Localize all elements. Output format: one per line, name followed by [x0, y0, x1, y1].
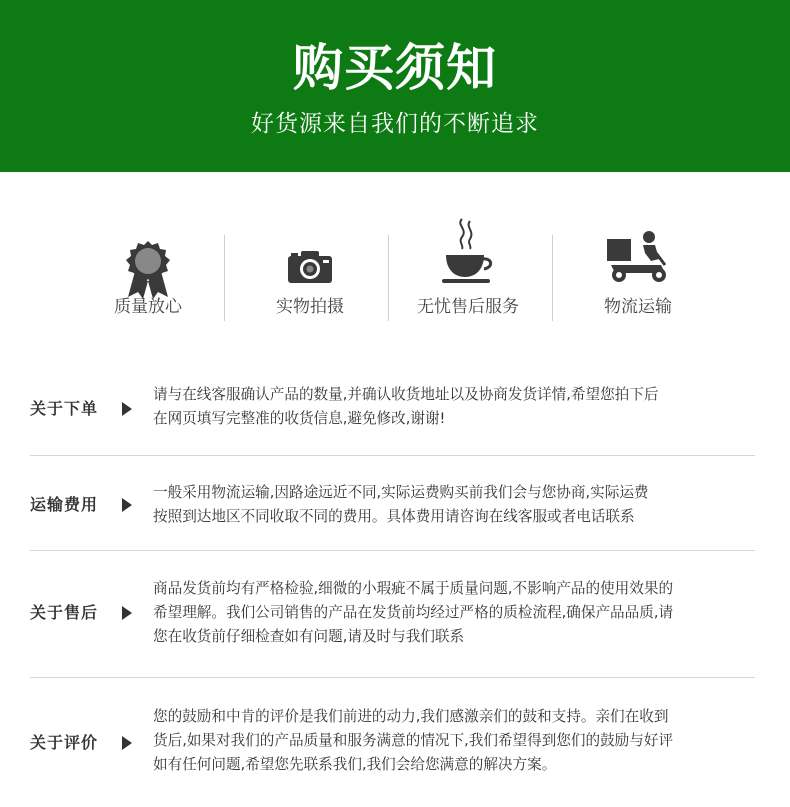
- section-review: [30, 705, 755, 781]
- section-after-sales: [30, 577, 755, 653]
- play-arrow-icon: [122, 498, 132, 512]
- section-body: 您的鼓励和中肯的评价是我们前进的动力,我们感激亲们的鼓和支持。亲们在收到 货后,如果对我们的产品质量和服务满意的情况下,我们希望得到您们的鼓励与好评 如有任何问题,希望您先联系我们,我们会给您满意的解决方案。: [153, 708, 674, 773]
- section-title: 运输费用: [30, 495, 99, 514]
- feature-service: [390, 215, 546, 335]
- feature-label: 质量放心: [114, 297, 182, 317]
- camera-icon: [286, 249, 334, 285]
- divider: [30, 455, 755, 456]
- medal-icon: [124, 239, 172, 299]
- feature-photo: [232, 215, 388, 335]
- feature-label: 物流运输: [604, 297, 672, 317]
- divider: [30, 677, 755, 678]
- section-title: 关于评价: [30, 733, 99, 752]
- delivery-scooter-icon: [605, 229, 671, 285]
- section-title: 关于售后: [30, 603, 99, 622]
- section-ordering: [30, 383, 755, 443]
- page-title: 购买须知: [293, 39, 497, 97]
- page-subtitle: 好货源来自我们的不断追求: [251, 111, 539, 137]
- play-arrow-icon: [122, 606, 132, 620]
- section-body: 一般采用物流运输,因路途远近不同,实际运费购买前我们会与您协商,实际运费 按照到达地区不同收取不同的费用。具体费用请咨询在线客服或者电话联系: [153, 484, 649, 525]
- feature-quality: [70, 215, 226, 335]
- feature-label: 实物拍摄: [276, 297, 344, 317]
- section-shipping: [30, 481, 755, 541]
- play-arrow-icon: [122, 736, 132, 750]
- divider: [388, 235, 389, 321]
- section-body: 请与在线客服确认产品的数量,并确认收货地址以及协商发货详情,希望您拍下后 在网页填写完整准的收货信息,避免修改,谢谢!: [153, 386, 659, 427]
- feature-label: 无忧售后服务: [417, 297, 519, 317]
- coffee-cup-icon: [438, 215, 498, 285]
- section-title: 关于下单: [30, 399, 99, 418]
- play-arrow-icon: [122, 402, 132, 416]
- feature-logistics: [560, 215, 716, 335]
- header-banner: [0, 0, 790, 172]
- divider: [30, 550, 755, 551]
- section-body: 商品发货前均有严格检验,细微的小瑕疵不属于质量问题,不影响产品的使用效果的 希望理解。我们公司销售的产品在发货前均经过严格的质检流程,确保产品品质,请 您在收货前仔细检查如有问题,请及时与我们联系: [153, 580, 674, 645]
- divider: [224, 235, 225, 321]
- divider: [552, 235, 553, 321]
- feature-strip: [70, 215, 720, 335]
